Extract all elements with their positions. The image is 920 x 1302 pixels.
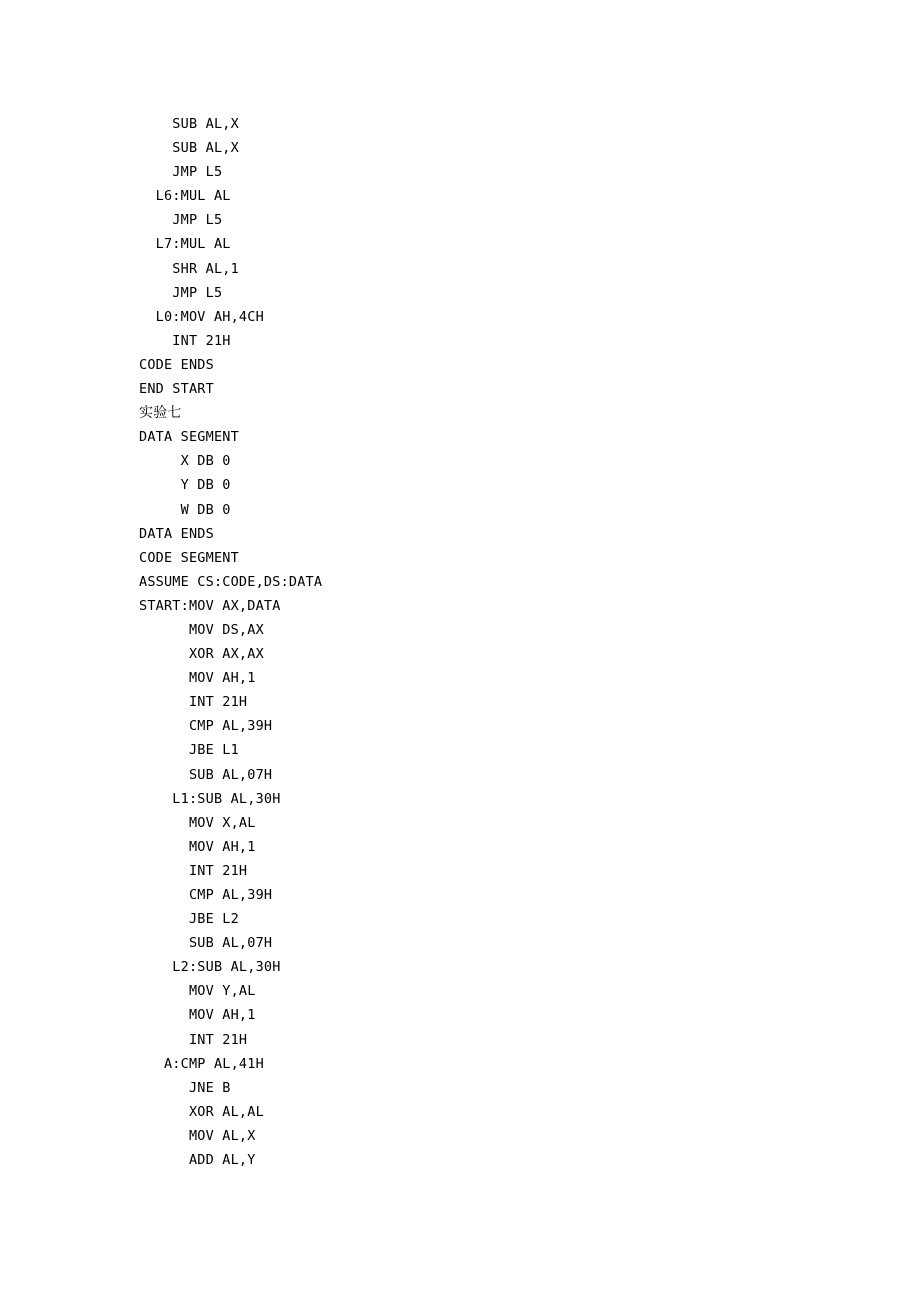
section-heading: 实验七 [139, 405, 182, 422]
code-line: SUB AL,X [139, 140, 239, 157]
code-line: SUB AL,07H [139, 935, 273, 952]
code-line: JNE B [139, 1079, 231, 1096]
code-line: MOV Y,AL [139, 983, 256, 1000]
code-line: MOV DS,AX [139, 621, 264, 638]
code-line: JBE L1 [139, 742, 239, 759]
code-line: CODE SEGMENT [139, 549, 239, 566]
code-line: INT 21H [139, 332, 231, 349]
code-line: END START [139, 381, 214, 398]
code-line: L7:MUL AL [139, 236, 231, 253]
code-line: XOR AL,AL [139, 1103, 264, 1120]
code-line: MOV AL,X [139, 1127, 256, 1144]
code-line: W DB 0 [139, 501, 231, 518]
code-line: ADD AL,Y [139, 1152, 256, 1169]
code-line: MOV AH,1 [139, 1007, 256, 1024]
code-line: CMP AL,39H [139, 718, 273, 735]
code-line: CODE ENDS [139, 356, 214, 373]
code-line: SUB AL,07H [139, 766, 273, 783]
code-line: INT 21H [139, 694, 248, 711]
code-line: CMP AL,39H [139, 887, 273, 903]
code-line: L0:MOV AH,4CH [139, 308, 264, 325]
code-line: A:CMP AL,41H [139, 1055, 264, 1072]
code-line: DATA ENDS [139, 525, 214, 542]
code-line: MOV AH,1 [139, 670, 256, 687]
code-line: JBE L2 [139, 911, 239, 928]
code-listing [139, 112, 322, 1172]
code-line: L1:SUB AL,30H [139, 790, 281, 807]
code-line: SHR AL,1 [139, 260, 239, 277]
code-line: INT 21H [139, 862, 248, 879]
code-line: JMP L5 [139, 212, 223, 229]
code-line: MOV AH,1 [139, 838, 256, 855]
code-line: L2:SUB AL,30H [139, 959, 281, 976]
code-line: INT 21H [139, 1031, 248, 1048]
code-line: JMP L5 [139, 164, 223, 181]
code-line: XOR AX,AX [139, 646, 264, 663]
code-line: DATA SEGMENT [139, 429, 239, 446]
code-line: X DB 0 [139, 453, 231, 470]
code-line: SUB AL,X [139, 116, 239, 132]
code-line: ASSUME CS:CODE,DS:DATA [139, 573, 323, 590]
code-line: START:MOV AX,DATA [139, 597, 281, 614]
code-line: MOV X,AL [139, 814, 256, 831]
code-line: Y DB 0 [139, 477, 231, 494]
code-line: JMP L5 [139, 284, 223, 301]
code-line: L6:MUL AL [139, 188, 231, 205]
